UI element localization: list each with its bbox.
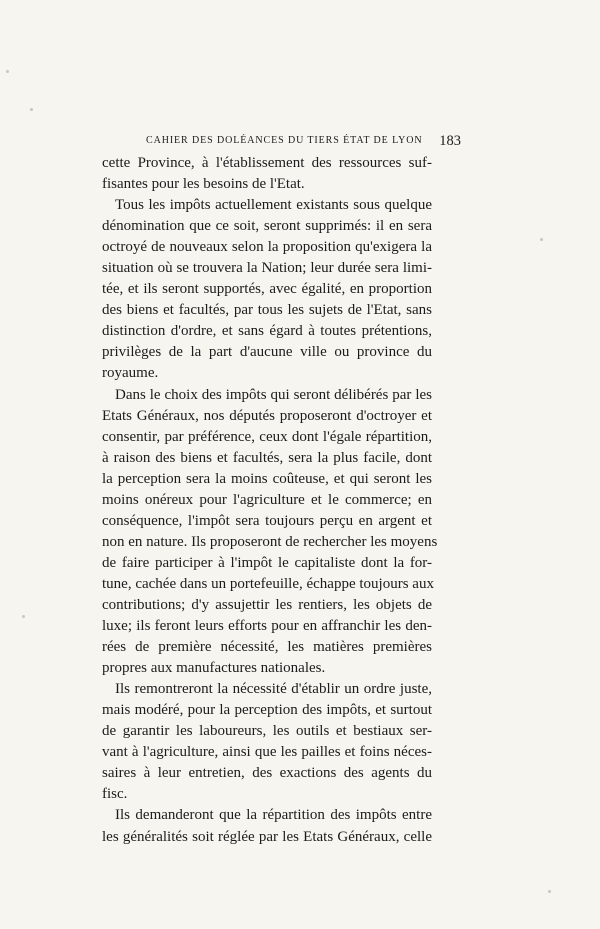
paper-speck: [30, 108, 33, 111]
text-line: octroyé de nouveaux selon la proposition qu'exigera la: [102, 239, 432, 256]
text-line: Etats Généraux, nos députés proposeront d'octroyer et: [102, 407, 432, 424]
page-number: 183: [439, 133, 461, 149]
paragraph-first-line: Ils demanderont que la répartition des impôts entre: [115, 807, 432, 824]
text-line: contributions; d'y assujettir les rentiers, les objets de: [102, 596, 432, 613]
text-line: non en nature. Ils proposeront de rechercher les moyens: [102, 533, 438, 550]
text-line: mais modéré, pour la perception des impôts, et surtout: [102, 702, 432, 719]
running-head-title: CAHIER DES DOLÉANCES DU TIERS ÉTAT DE LYON: [146, 135, 423, 146]
paragraph-first-line: Dans le choix des impôts qui seront délibérés par les: [115, 386, 432, 403]
paper-speck: [6, 70, 9, 73]
text-line: de faire participer à l'impôt le capitaliste dont la for-: [102, 554, 432, 571]
text-line: tune, cachée dans un portefeuille, échappe toujours aux: [102, 575, 434, 592]
paper-speck: [540, 238, 543, 241]
text-line: cette Province, à l'établissement des ressources suf-: [102, 155, 432, 171]
text-line: vant à l'agriculture, ainsi que les pailles et foins néces-: [102, 744, 432, 761]
text-line: la perception sera la moins coûteuse, et qui seront les: [102, 470, 432, 487]
running-head: [146, 133, 461, 151]
paragraph-first-line: Ils remontreront la nécessité d'établir un ordre juste,: [115, 681, 432, 698]
text-line: royaume.: [102, 365, 159, 382]
text-line: propres aux manufactures nationales.: [102, 660, 326, 677]
text-line: conséquence, l'impôt sera toujours perçu en argent et: [102, 512, 432, 529]
text-line: les généralités soit réglée par les Etats Généraux, celle: [102, 828, 432, 845]
paper-speck: [548, 890, 551, 893]
text-line: dénomination que ce soit, seront supprimés: il en sera: [102, 218, 432, 235]
text-line: moins onéreux pour l'agriculture et le commerce; en: [102, 491, 432, 508]
text-line: tée, et ils seront supportés, avec égalité, en proportion: [102, 281, 432, 298]
paragraph-first-line: Tous les impôts actuellement existants sous quelque: [115, 197, 432, 214]
text-line: consentir, par préférence, ceux dont l'égale répartition,: [102, 428, 432, 445]
text-line: privilèges de la part d'aucune ville ou province du: [102, 344, 432, 361]
text-line: de garantir les laboureurs, les outils et bestiaux ser-: [102, 723, 432, 740]
text-line: rées de première nécessité, les matières premières: [102, 639, 432, 656]
text-line: saires à leur entretien, des exactions des agents du: [102, 765, 432, 782]
text-line: situation où se trouvera la Nation; leur durée sera limi-: [102, 260, 432, 277]
text-line: distinction d'ordre, et sans égard à toutes prétentions,: [102, 323, 432, 340]
text-line: fisc.: [102, 786, 128, 803]
paper-speck: [22, 615, 25, 618]
text-line: des biens et facultés, par tous les sujets de l'Etat, sans: [102, 302, 432, 319]
text-line: luxe; ils feront leurs efforts pour en affranchir les den-: [102, 618, 432, 635]
text-line: fisantes pour les besoins de l'Etat.: [102, 176, 305, 193]
text-line: à raison des biens et facultés, sera la plus facile, dont: [102, 449, 432, 466]
body-text: [102, 153, 438, 848]
